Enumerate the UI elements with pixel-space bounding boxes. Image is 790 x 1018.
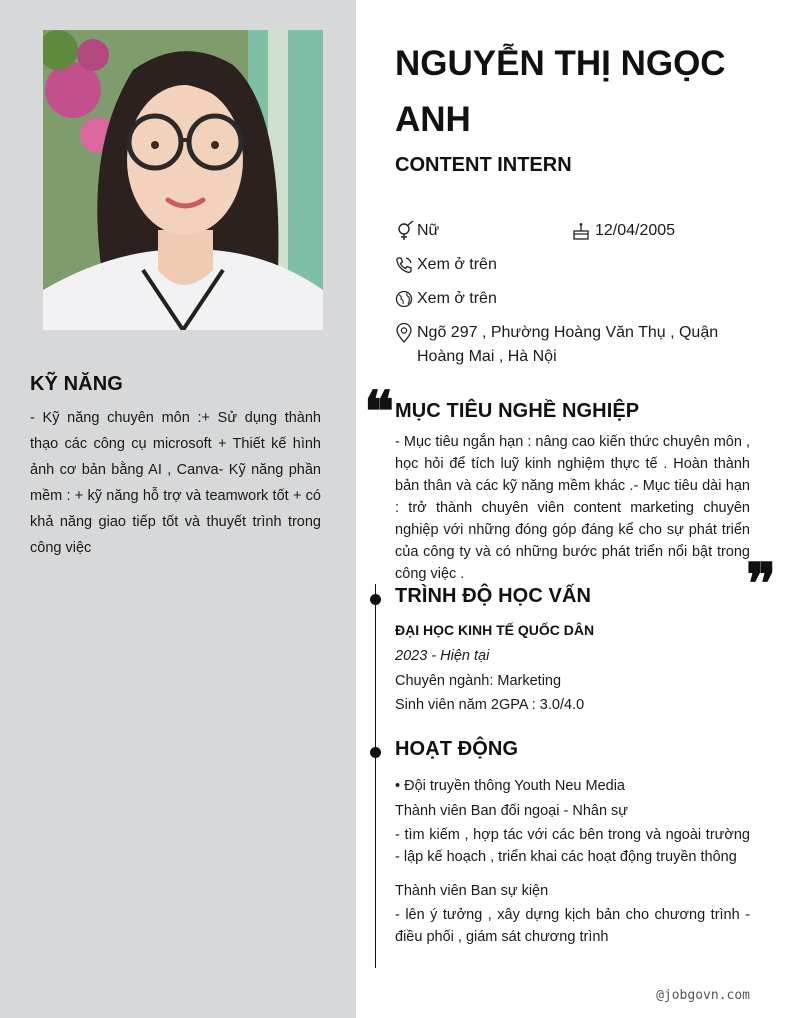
address-value: Ngõ 297 , Phường Hoàng Văn Thụ , Quận Hoàng Mai , Hà Nội — [417, 324, 719, 365]
birthday-row — [573, 219, 675, 243]
watermark: @jobgovn.com — [656, 988, 750, 1003]
website-row — [395, 287, 497, 311]
phone-row — [395, 253, 497, 277]
timeline-dot-education — [370, 594, 381, 605]
timeline-line — [375, 584, 376, 968]
skills-text: - Kỹ năng chuyên môn :+ Sử dụng thành thạo các công cụ microsoft + Thiết kế hình ảnh cơ bản bằng AI , Canva- Kỹ năng phần mềm : + kỹ năng hỗ trợ và teamwork tốt + có khả năng giao tiếp tốt và thuyết trình trong công việc — [30, 410, 321, 556]
birthday-value: 12/04/2005 — [595, 222, 676, 239]
candidate-name: NGUYỄN THỊ NGỌC ANH — [395, 44, 726, 139]
globe-icon — [395, 287, 415, 311]
activity-role-1: Thành viên Ban đối ngoại - Nhân sự — [395, 803, 628, 819]
activities-title: HOẠT ĐỘNG — [395, 738, 519, 760]
phone-icon — [395, 253, 415, 277]
activity-role-2: Thành viên Ban sự kiện — [395, 883, 549, 899]
activity-description-2: - lên ý tưởng , xây dựng kịch bản cho chương trình - điều phối , giám sát chương trình — [395, 907, 750, 945]
career-objective-text: - Mục tiêu ngắn hạn : nâng cao kiến thức chuyên môn , học hỏi để tích luỹ kinh nghiệm thực tế . Hoàn thành bản thân và các kỹ năng mềm khác .- Mục tiêu dài hạn : trở thành chuyên viên content marketing chuyên nghiệp với những đóng góp đáng kể cho sự phát triển của công ty và có những bước phát triển nổi bật trong công việc . — [395, 434, 750, 582]
education-major: Chuyên ngành: Marketing — [395, 673, 562, 689]
gender-row — [395, 219, 439, 243]
job-position: CONTENT INTERN — [395, 154, 572, 176]
timeline-dot-activities — [370, 747, 381, 758]
gender-icon — [395, 219, 415, 243]
website-value: Xem ở trên — [417, 290, 497, 307]
close-quote-icon: ❞ — [746, 551, 777, 617]
career-objective-title: MỤC TIÊU NGHỀ NGHIỆP — [395, 400, 640, 422]
profile-photo — [43, 30, 323, 330]
location-pin-icon — [395, 321, 415, 345]
skills-title: KỸ NĂNG — [30, 373, 123, 395]
education-title: TRÌNH ĐỘ HỌC VẤN — [395, 585, 592, 607]
birthday-cake-icon — [573, 219, 593, 243]
gender-value: Nữ — [417, 222, 440, 239]
education-gpa: Sinh viên năm 2GPA : 3.0/4.0 — [395, 697, 585, 713]
address-row — [395, 321, 735, 369]
phone-value: Xem ở trên — [417, 256, 497, 273]
activity-description-1: - tìm kiếm , hợp tác với các bên trong và ngoài trường - lập kế hoạch , triển khai các hoạt động truyền thông — [395, 827, 750, 865]
open-quote-icon: ❝ — [364, 379, 395, 445]
activity-organization: • Đội truyền thông Youth Neu Media — [395, 778, 625, 794]
education-period: 2023 - Hiện tại — [395, 648, 490, 664]
school-name: ĐẠI HỌC KINH TẾ QUỐC DÂN — [395, 622, 595, 638]
